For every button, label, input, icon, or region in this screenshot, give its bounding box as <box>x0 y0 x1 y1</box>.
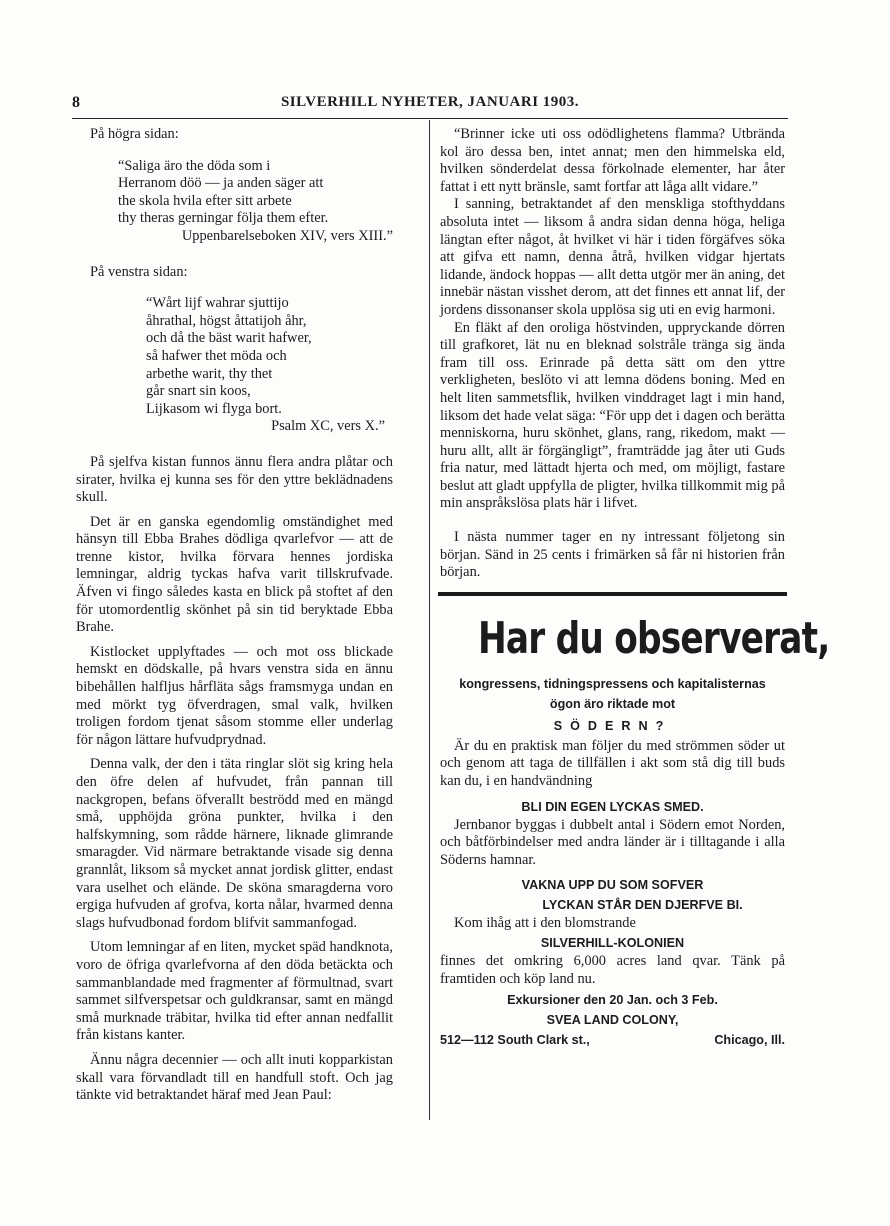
running-title: SILVERHILL NYHETER, JANUARI 1903. <box>280 94 580 110</box>
verse-revelation <box>118 158 393 228</box>
verse-line: och då the bäst warit hafwer, <box>146 330 312 347</box>
ad-subhead: SÖDERN? <box>553 718 672 733</box>
body-paragraph: Kistlocket upplyftades — och mot oss blickade hemskt en dödskalle, på hvars venstra sida en ännu bibehållen halfljus hårfläta sågs framsmyga undan en med mörkt tyg öfverdragen, smal valk, hvilken troligen fordom tjenat såsom stomme eller underlag för någon lättare hufvudprydnad. <box>76 643 393 748</box>
ad-subhead: ögon äro riktade mot <box>549 696 676 711</box>
ad-paragraph: Är du en praktisk man följer du med strömmen söder ut och genom att taga de tillfällen i akt som stå dig till buds kan du, i en handvändning <box>440 737 785 790</box>
body-paragraph: “Brinner icke uti oss odödlighetens flamma? Utbrända kol äro dessa ben, intet annat; men den himmelska eld, hvilken sönderdelat dessa förkolnade elementer, har åter fattat i ett nytt bränsle, samt fortfar att låga allt vidare.” <box>440 126 785 195</box>
serial-notice: I nästa nummer tager en ny intressant följetong sin början. Sänd in 25 cents i frimärken så får ni historien från början. <box>440 529 785 581</box>
verse-line: Lijkasom wi flyga bort. <box>146 400 282 417</box>
body-paragraph: Ännu några decennier — och allt inuti kopparkistan skall vara förvandladt till en handfull stoft. Och jag tänkte vid betraktandet häraf med Jean Paul: <box>76 1051 393 1104</box>
body-paragraph: På sjelfva kistan funnos ännu flera andra plåtar och sirater, hvilka ej kunna ses för den yttre beklädnadens skull. <box>76 453 393 506</box>
ad-company: SVEA LAND COLONY, <box>546 1013 679 1028</box>
ad-paragraph: Jernbanor byggas i dubbelt antal i Södern emot Norden, och båtförbindelser med andra länder är i tilltagande i alla Söderns hamnar. <box>440 816 785 868</box>
verse-line: thy theras gerningar följa them efter. <box>118 210 329 227</box>
ad-city: Chicago, Ill. <box>714 1033 785 1048</box>
verse-citation: Uppenbarelseboken XIV, vers XIII.” <box>181 227 393 244</box>
body-paragraph: Det är en ganska egendomlig omständighet med hänsyn till Ebba Brahes dödliga qvarlefvor — att de trenne kistor, hvilka förvara hennes jordiska lemningar, aldrig tyckas hafva varit tillskrufvade. Äfven vi fingo således kasta en blick på stoftet af den för utomordentlig skönhet på sin tid beryktade Ebba Brahe. <box>76 513 393 636</box>
verse-line: så hafwer thet möda och <box>146 347 287 364</box>
ad-heading: SILVERHILL-KOLONIEN <box>540 936 685 950</box>
verse-line: går snart sin koos, <box>146 383 251 400</box>
verse-psalm <box>146 295 393 418</box>
body-paragraph: I sanning, betraktandet af den menskliga stofthyddans absoluta intet — liksom å andra sidan denna höga, heliga längtan efter något, åt hvilket vi här i tiden förgäfves söka att gifva ett namn, denna åtrå, hvilken vidgar hjertats lidande, ändock hoppas — allt detta utgör mer än aning, det innebär nästan visshet derom, att det finnes ett annat lif, der jordens dissonanser skola upplösa sig uti en evig harmoni. <box>440 196 785 318</box>
section-rule <box>438 592 787 596</box>
header-rule <box>72 118 788 119</box>
ad-paragraph: finnes det omkring 6,000 acres land qvar. Tänk på framtiden och köp land nu. <box>440 953 785 987</box>
ad-address <box>440 1030 785 1050</box>
ad-street: 512—112 South Clark st., <box>440 1033 590 1048</box>
verse-line: arbethe warit, thy thet <box>146 365 273 382</box>
verse-line: Herranom döö — ja anden säger att <box>118 175 324 192</box>
page-number: 8 <box>72 94 80 111</box>
verse-line: “Saliga äro the döda som i <box>118 157 271 174</box>
ad-heading: VAKNA UPP DU SOM SOFVER <box>521 878 704 893</box>
verse-line: åhrathal, högst åttatijoh åhr, <box>146 312 307 329</box>
verse-line: “Wårt lijf wahrar sjuttijo <box>146 295 289 312</box>
ad-subhead: kongressens, tidningspressens och kapitalisternas <box>459 676 766 691</box>
verse-line: the skola hvila efter sitt arbete <box>118 192 292 209</box>
advertisement <box>440 610 830 1050</box>
verse-citation: Psalm XC, vers X.” <box>271 418 385 435</box>
ad-heading: LYCKAN STÅR DEN DJERFVE BI. <box>542 898 743 913</box>
ad-headline: Har du observerat, <box>477 612 830 664</box>
intro-left-side: På venstra sidan: <box>90 263 188 280</box>
ad-paragraph: Kom ihåg att i den blomstrande <box>454 915 636 932</box>
left-column <box>76 126 393 1105</box>
body-paragraph: Denna valk, der den i täta ringlar slöt sig kring hela den öfre delen af hufvudet, från pannan till nackgropen, befans öfverallt beströdd med en mängd små, upphöjda gröna punkter, hvilka i den halfskymning, som rådde härnere, liknade glimrande smaragder. Vid närmare betraktande visade sig denna grannlåt, liksom så mycket annat jordisk glitter, endast vara uselhet och elände. De sköna smaragderna voro ergiga hufvuden af grofva, korta nålar, hvarmed denna slags hufvudbonad fordom blifvit sammanfogad. <box>76 756 393 931</box>
intro-right-side: På högra sidan: <box>90 126 179 142</box>
body-paragraph: En fläkt af den oroliga höstvinden, uppryckande dörren till grafkoret, lät nu en bleknad solstråle tränga sig ända fram till oss. Erinrade på detta sätt om den yttre verkligheten, beslöto vi att lemna dödens boning. Med en helt liten sammetsflik, hvilken vinddraget lagt i min hand, liksom det hade velat säga: “För upp det i dagen och berätta menniskorna, huru skönhet, glans, rang, rikedom, makt — huru allt, allt är förgängligt”, framträdde jag åter uti Guds fria natur, med lättadt hjerta och med, om möjligt, fastare beslut att gladt uppfylla de pligter, hvilka tillkommit mig på min anspråkslösa plats här i lifvet. <box>440 319 785 512</box>
ad-heading: BLI DIN EGEN LYCKAS SMED. <box>521 799 704 814</box>
right-column <box>440 126 830 1050</box>
ad-heading: Exkursioner den 20 Jan. och 3 Feb. <box>507 993 718 1008</box>
column-divider <box>429 120 430 1120</box>
page-header <box>72 94 788 116</box>
body-paragraph: Utom lemningar af en liten, mycket späd handknota, voro de öfriga qvarlefvorna af den döda betäckta och sammanblandade med fragmenter af förmultnad, svart sammet silfverspetsar och guldkransar, samt en mängd små murknade träbitar, hvilka tid efter annan nedfallit från kistans kanter. <box>76 939 393 1044</box>
